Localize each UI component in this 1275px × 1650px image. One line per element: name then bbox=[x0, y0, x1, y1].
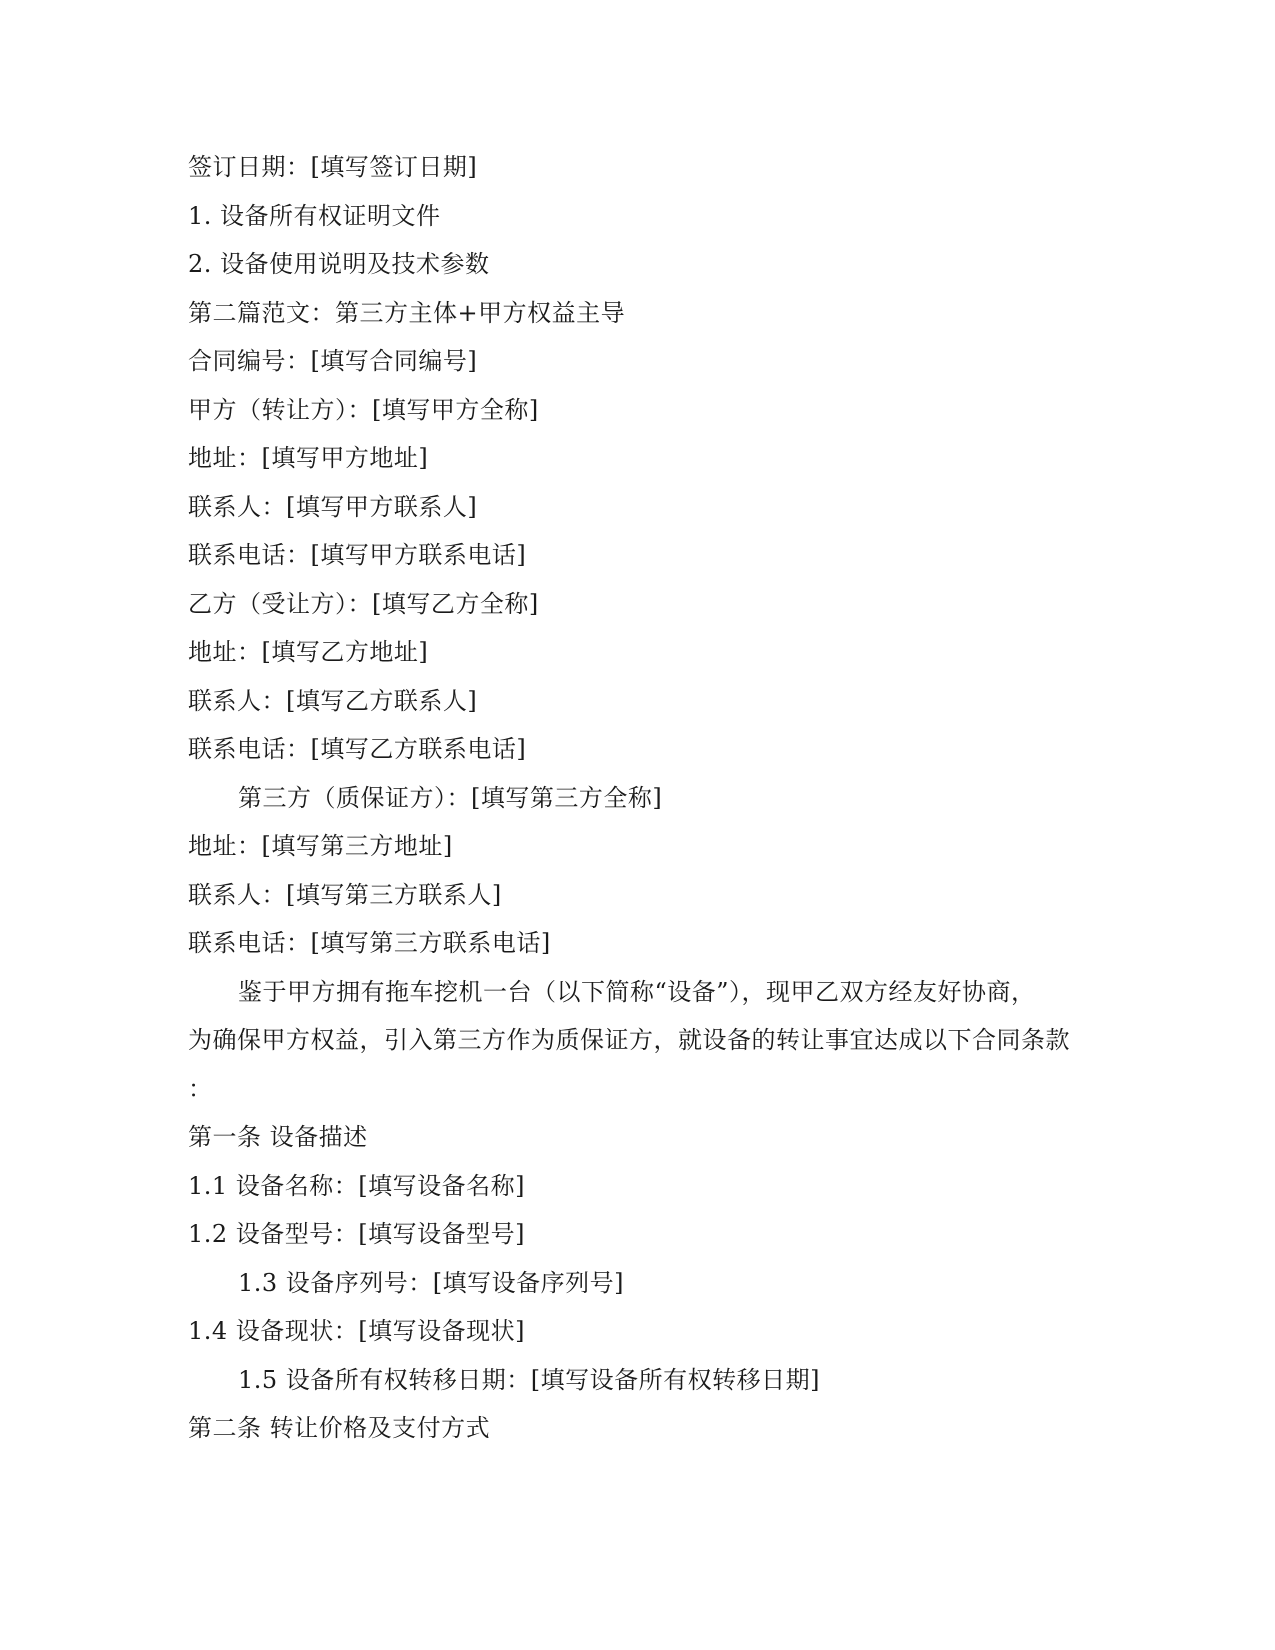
article-2-heading: 第二条 转让价格及支付方式 bbox=[188, 1414, 491, 1442]
preamble-line-3: ： bbox=[188, 1074, 213, 1103]
signing-date-line: 签订日期：[填写签订日期] bbox=[188, 153, 478, 181]
section-heading: 第二篇范文：第三方主体+甲方权益主导 bbox=[188, 298, 626, 327]
third-party-address-line: 地址：[填写第三方地址] bbox=[188, 832, 453, 860]
party-a-phone-line: 联系电话：[填写甲方联系电话] bbox=[188, 541, 527, 569]
clause-1-4: 1.4 设备现状：[填写设备现状] bbox=[188, 1317, 526, 1345]
attachment-item-1: 1. 设备所有权证明文件 bbox=[188, 201, 441, 230]
party-b-address-line: 地址：[填写乙方地址] bbox=[188, 638, 429, 666]
third-party-name-line: 第三方（质保证方）：[填写第三方全称] bbox=[238, 783, 663, 812]
clause-1-1: 1.1 设备名称：[填写设备名称] bbox=[188, 1171, 526, 1200]
preamble-line-2: 为确保甲方权益，引入第三方作为质保证方，就设备的转让事宜达成以下合同条款 bbox=[188, 1026, 1070, 1054]
party-a-name-line: 甲方（转让方）：[填写甲方全称] bbox=[188, 395, 539, 424]
party-b-name-line: 乙方（受让方）：[填写乙方全称] bbox=[188, 589, 539, 618]
party-a-address-line: 地址：[填写甲方地址] bbox=[188, 444, 429, 472]
document-body bbox=[188, 143, 1088, 1453]
clause-1-3: 1.3 设备序列号：[填写设备序列号] bbox=[238, 1268, 625, 1297]
party-b-phone-line: 联系电话：[填写乙方联系电话] bbox=[188, 735, 527, 763]
clause-1-5: 1.5 设备所有权转移日期：[填写设备所有权转移日期] bbox=[238, 1365, 821, 1394]
party-b-contact-line: 联系人：[填写乙方联系人] bbox=[188, 686, 478, 715]
preamble-line-1: 鉴于甲方拥有拖车挖机一台（以下简称“设备”），现甲乙双方经友好协商， bbox=[238, 977, 1036, 1006]
clause-1-2: 1.2 设备型号：[填写设备型号] bbox=[188, 1220, 526, 1248]
third-party-phone-line: 联系电话：[填写第三方联系电话] bbox=[188, 929, 551, 957]
article-1-heading: 第一条 设备描述 bbox=[188, 1123, 368, 1151]
party-a-contact-line: 联系人：[填写甲方联系人] bbox=[188, 492, 478, 521]
contract-number-line: 合同编号：[填写合同编号] bbox=[188, 347, 478, 375]
attachment-item-2: 2. 设备使用说明及技术参数 bbox=[188, 250, 490, 278]
third-party-contact-line: 联系人：[填写第三方联系人] bbox=[188, 880, 502, 909]
